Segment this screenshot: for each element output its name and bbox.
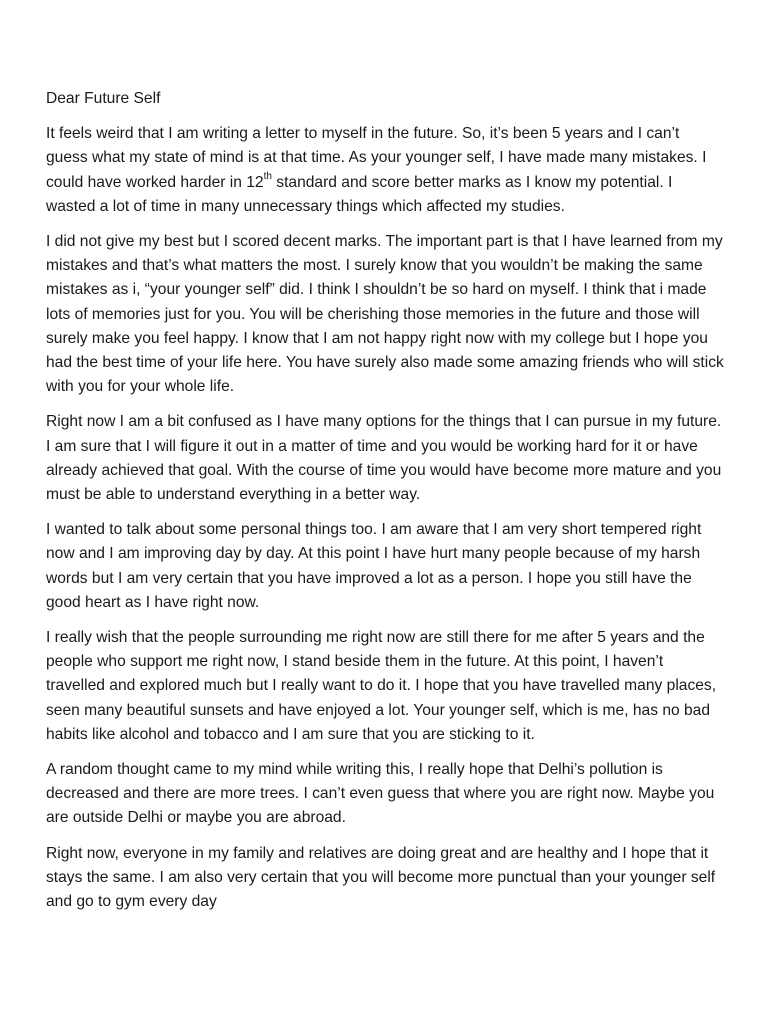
paragraph-2: I did not give my best but I scored decent marks. The important part is that I have learned from my mistakes and that’s what matters the most. I surely know that you wouldn’t be making the same mistakes as i, “your younger self” did. I think I shouldn’t be so hard on myself. I think that i made lots of memories just for you. You will be cherishing those memories in the future and those will surely make you feel happy. I know that I am not happy right now with my college but I hope you had the best time of your life here. You have surely also made some amazing friends who will stick with you for your whole life. bbox=[46, 233, 724, 396]
ordinal-superscript: th bbox=[263, 171, 272, 183]
paragraph-1-text-end: standard and score better marks as I know my potential. I wasted a lot of time in many unnecessary things which affected my studies. bbox=[46, 173, 673, 215]
paragraph-1-text-start: It feels weird that I am writing a letter to myself in the future. So, it’s been 5 years and I can’t guess what my state of mind is at that time. As your younger self, I have made many mistakes. I could have worked harder in 12 bbox=[46, 125, 707, 191]
paragraph-6: A random thought came to my mind while writing this, I really hope that Delhi’s pollution is decreased and there are more trees. I can’t even guess that where you are right now. Maybe you are outside Delhi or maybe you are abroad. bbox=[46, 761, 715, 827]
paragraph-1 bbox=[46, 122, 724, 219]
paragraph-3: Right now I am a bit confused as I have many options for the things that I can pursue in my future. I am sure that I will figure it out in a matter of time and you would be working hard for it or have already achieved that goal. With the course of time you would have become more mature and you must be able to understand everything in a better way. bbox=[46, 413, 722, 504]
paragraph-4: I wanted to talk about some personal things too. I am aware that I am very short tempered right now and I am improving day by day. At this point I have hurt many people because of my harsh words but I am very certain that you have improved a lot as a person. I hope you still have the good heart as I have right now. bbox=[46, 521, 702, 611]
paragraph-5: I really wish that the people surrounding me right now are still there for me after 5 years and the people who support me right now, I stand beside them in the future. At this point, I haven’t travelled and explored much but I really want to do it. I hope that you have travelled many places, seen many beautiful sunsets and have enjoyed a lot. Your younger self, which is me, has no bad habits like alcohol and tobacco and I am sure that you are sticking to it. bbox=[46, 629, 717, 743]
salutation: Dear Future Self bbox=[46, 90, 161, 107]
paragraph-7: Right now, everyone in my family and relatives are doing great and are healthy and I hope that it stays the same. I am also very certain that you will become more punctual than your younger self and go to gym every day bbox=[46, 844, 716, 911]
letter-body bbox=[46, 87, 724, 925]
